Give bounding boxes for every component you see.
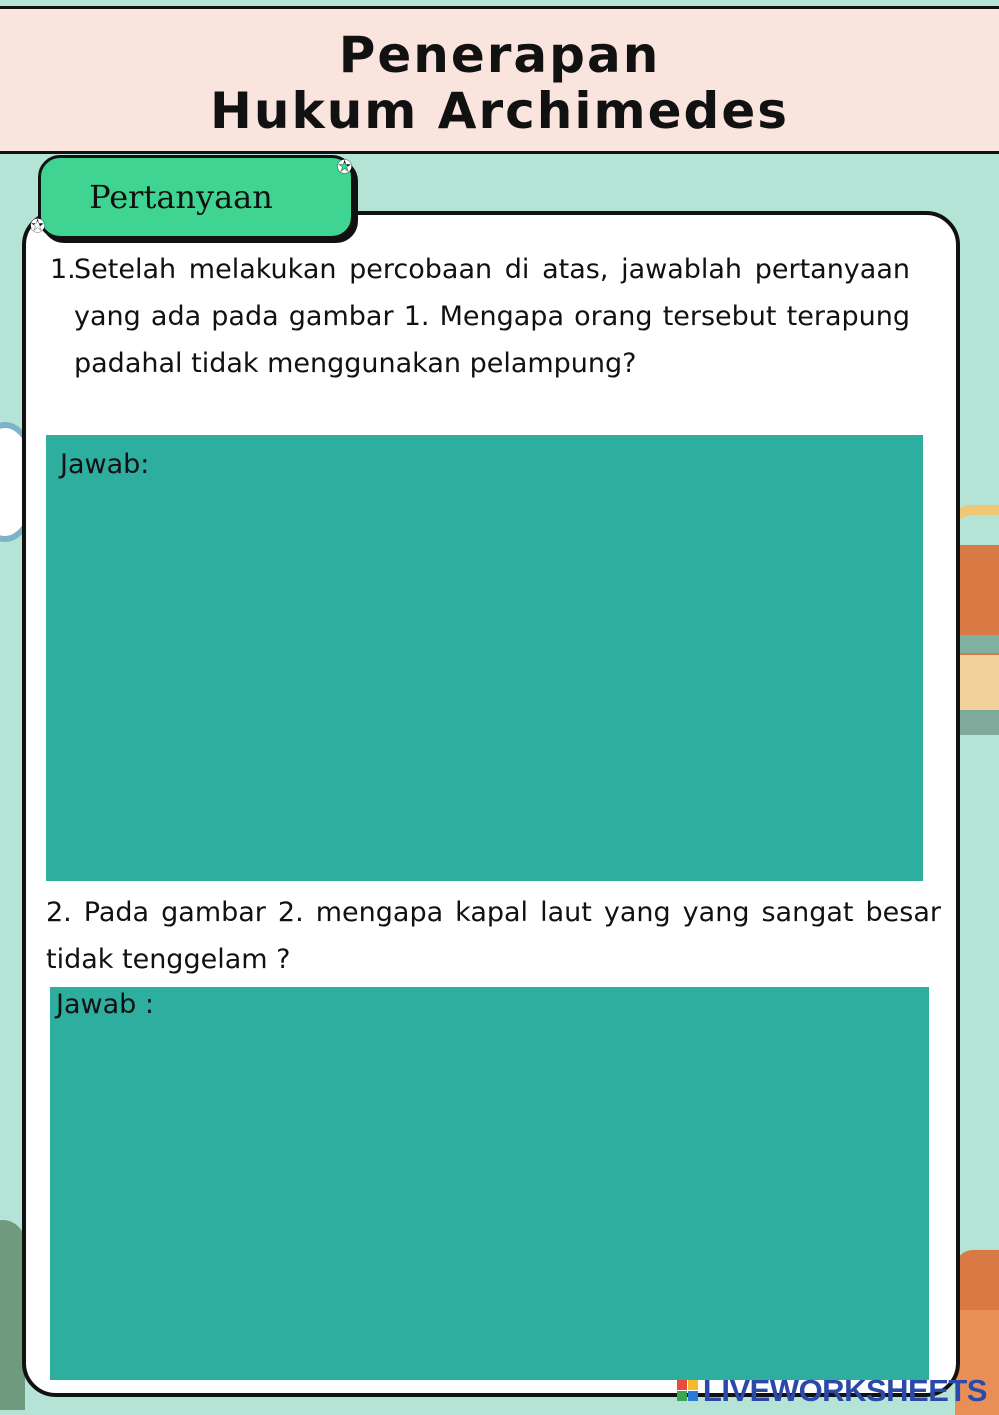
page-title-line-2: Hukum Archimedes [210,82,789,140]
star-icon: ✪ [30,216,46,237]
page-header [0,6,999,154]
page-title-line-1: Penerapan [338,26,661,84]
answer-box-1[interactable] [46,435,923,881]
question-2-text: 2. Pada gambar 2. mengapa kapal laut yang yang sangat besar tidak tenggelam ? [46,897,941,975]
answer-box-2[interactable] [50,987,929,1380]
answer-label-1: Jawab: [60,449,150,480]
section-tab [38,155,354,239]
watermark-text: LIVEWORKSHEETS [702,1373,987,1408]
section-tab-label: Pertanyaan [89,178,273,216]
star-icon: ✪ [337,157,353,178]
question-1 [50,246,910,387]
answer-label-2: Jawab : [56,989,154,1020]
liveworksheets-watermark [677,1373,987,1409]
question-1-number: 1. [50,254,76,285]
question-1-text: Setelah melakukan percobaan di atas, jawablah pertanyaan yang ada pada gambar 1. Mengapa orang tersebut terapung padahal tidak menggunakan pelampung? [74,254,910,379]
liveworksheets-logo-icon [677,1380,699,1402]
